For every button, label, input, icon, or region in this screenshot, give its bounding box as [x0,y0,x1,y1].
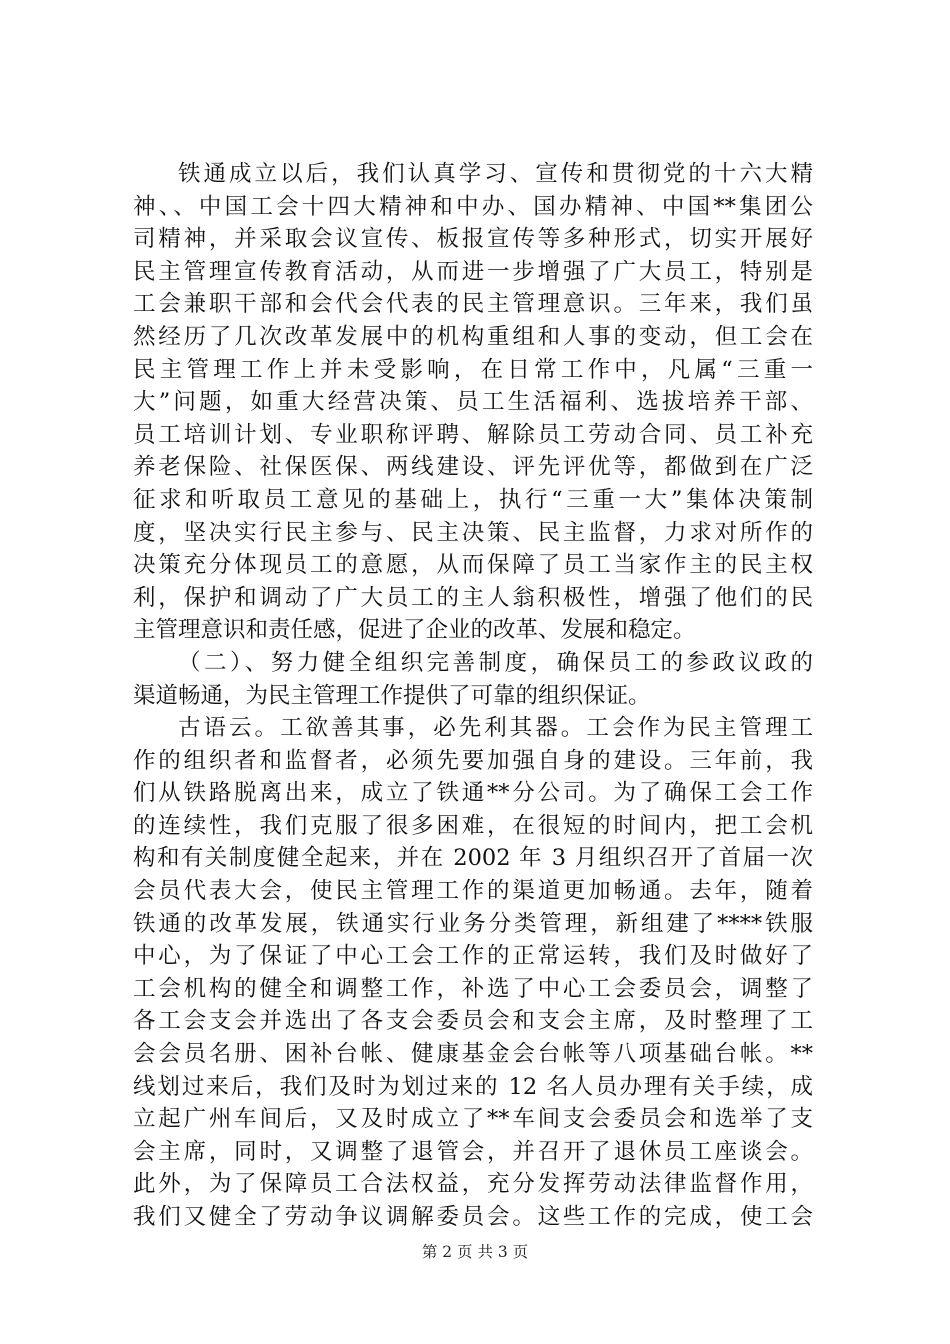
paragraph-3-line: 作的组织者和监督者，必须先要加强自身的建设。三年前，我 [133,747,813,774]
paragraph-3-line: 的连续性，我们克服了很多困难，在很短的时间内，把工会机 [133,812,813,839]
paragraph-3-line: 工会机构的健全和调整工作，补选了中心工会委员会，调整了 [133,975,813,1002]
paragraph-1-line: 养老保险、社保医保、两线建设、评先评优等，都做到在广泛 [133,454,813,481]
paragraph-3-line: 我们又健全了劳动争议调解委员会。这些工作的完成，使工会 [133,1204,813,1230]
paragraph-3-line: 构和有关制度健全起来，并在 2002 年 3 月组织召开了首届一次 [133,845,813,872]
paragraph-3-line: 会员代表大会，使民主管理工作的渠道更加畅通。去年，随着 [133,878,813,905]
paragraph-3-line: 立起广州车间后，又及时成立了**车间支会委员会和选举了支 [133,1106,813,1133]
paragraph-1-line: 员工培训计划、专业职称评聘、解除员工劳动合同、员工补充 [133,421,813,448]
paragraph-1-line: 度，坚决实行民主参与、民主决策、民主监督，力求对所作的 [133,519,813,546]
paragraph-1-line: 决策充分体现员工的意愿，从而保障了员工当家作主的民主权 [133,552,813,579]
paragraph-1-line: 神、、中国工会十四大精神和中办、国办精神、中国**集团公 [133,193,813,220]
document-body [133,158,813,1234]
paragraph-1-line: 大”问题，如重大经营决策、员工生活福利、选拔培养干部、 [133,389,813,416]
paragraph-1-line: 民主管理宣传教育活动，从而进一步增强了广大员工，特别是 [133,258,813,285]
paragraph-1-line: 司精神，并采取会议宣传、板报宣传等多种形式，切实开展好 [133,226,813,253]
paragraph-1-line: 利，保护和调动了广大员工的主人翁积极性，增强了他们的民 [133,584,813,611]
paragraph-3-line: 铁通的改革发展，铁通实行业务分类管理，新组建了****铁服 [133,910,813,937]
paragraph-1-line: 民主管理工作上并未受影响，在日常工作中，凡属“三重一 [133,356,813,383]
paragraph-3-line: 各工会支会并选出了各支会委员会和支会主席，及时整理了工 [133,1008,813,1035]
paragraph-3-line: 古语云。工欲善其事，必先利其器。工会作为民主管理工 [178,715,813,742]
paragraph-3-line: 会会员名册、困补台帐、健康基金会台帐等八项基础台帐。** [133,1041,813,1068]
paragraph-1-line: 然经历了几次改革发展中的机构重组和人事的变动，但工会在 [133,323,813,350]
paragraph-1-line: 征求和听取员工意见的基础上，执行“三重一大”集体决策制 [133,486,813,513]
paragraph-1-line: 主管理意识和责任感，促进了企业的改革、发展和稳定。 [133,617,696,644]
section-heading-line: 渠道畅通，为民主管理工作提供了可靠的组织保证。 [133,682,651,709]
paragraph-3-line: 线划过来后，我们及时为划过来的 12 名人员办理有关手续，成 [133,1073,813,1100]
paragraph-1-line: 工会兼职干部和会代会代表的民主管理意识。三年来，我们虽 [133,291,813,318]
paragraph-3-line: 中心，为了保证了中心工会工作的正常运转，我们及时做好了 [133,943,813,970]
section-heading-line: （二）、努力健全组织完善制度，确保员工的参政议政的 [178,649,813,676]
paragraph-3-line: 们从铁路脱离出来，成立了铁通**分公司。为了确保工会工作 [133,780,813,807]
paragraph-3-line: 会主席，同时，又调整了退管会，并召开了退休员工座谈会。 [133,1138,813,1165]
paragraph-1-line: 铁通成立以后，我们认真学习、宣传和贯彻党的十六大精 [178,161,813,187]
paragraph-3-line: 此外，为了保障员工合法权益，充分发挥劳动法律监督作用， [133,1171,813,1198]
page-number-footer: 第 2 页 共 3 页 [421,1243,529,1261]
